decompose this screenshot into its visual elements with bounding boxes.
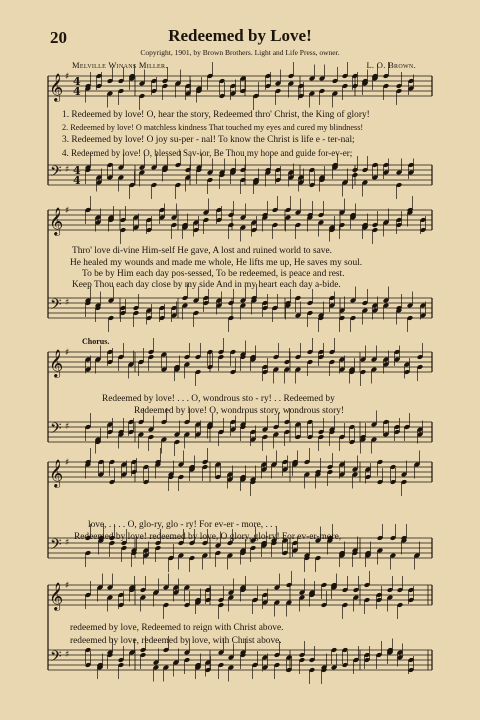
verse-4-line-2: Keep Thou each day close by my side And in my heart each day a-bide. <box>72 280 341 290</box>
key-signature-sharp: ♯ <box>65 165 70 175</box>
chorus-lyric-5: redeemed by love, Redeemed to reign with Christ above. <box>70 623 284 633</box>
bass-clef: 𝄢 <box>50 536 62 557</box>
key-signature-sharp: ♯ <box>65 422 70 432</box>
verse-2-line-1: 2. Redeemed by love! O matchless kindness That touched my eyes and cured my blindness! <box>62 123 364 132</box>
chorus-lyric-1: Redeemed by love! . . . O, wondrous sto - ry! . . Redeemed by <box>102 394 335 404</box>
chorus-lyric-6: redeemed by love, redeemed by love, with Christ above. <box>70 636 282 646</box>
lyricist-credit: Melville Winans Miller. <box>72 60 168 70</box>
verse-3-line-2: To be by Him each day pos-sessed, To be redeemed, is peace and rest. <box>82 269 345 279</box>
treble-clef: 𝄞 <box>49 582 64 610</box>
bass-clef: 𝄢 <box>50 163 62 184</box>
time-signature: 4 <box>73 174 81 187</box>
key-signature-sharp: ♯ <box>65 72 70 82</box>
chorus-lyric-3: love, . . . . O, glo-ry, glo - ry! For ev-er - more, . . . <box>88 520 278 530</box>
verse-4-line-1: 4. Redeemed by love! O, blessed Sav-ior, Be Thou my hope and guide for-ev-er; <box>62 148 353 158</box>
bass-clef: 𝄢 <box>50 420 62 441</box>
clefs <box>49 72 81 669</box>
time-signature: 4 <box>73 85 81 98</box>
treble-clef: 𝄞 <box>49 207 64 235</box>
key-signature-sharp: ♯ <box>65 348 70 358</box>
key-signature-sharp: ♯ <box>65 650 70 660</box>
composer-credit: L. O. Brown. <box>366 60 416 70</box>
chorus-lyric-4: Redeemed by love! redeemed by love, O glory, glo-ry! For ev-er-more, <box>74 532 342 542</box>
key-signature-sharp: ♯ <box>65 581 70 591</box>
key-signature-sharp: ♯ <box>65 538 70 548</box>
key-signature-sharp: ♯ <box>65 298 70 308</box>
verse-2-line-2: He healed my wounds and made me whole, He lifts me up, He saves my soul. <box>70 258 363 268</box>
verse-3-line-1: 3. Redeemed by love! O joy su-per - nal! To know the Christ is life e - ter-nal; <box>62 135 355 145</box>
page-number: 20 <box>50 28 67 47</box>
treble-clef: 𝄞 <box>49 349 64 377</box>
key-signature-sharp: ♯ <box>65 206 70 216</box>
time-signature: 4 <box>73 164 81 177</box>
time-signature: 4 <box>73 75 81 88</box>
treble-clef: 𝄞 <box>49 459 64 487</box>
chorus-label: Chorus. <box>82 337 110 346</box>
chorus-lyric-2: Redeemed by love! O, wondrous story, wondrous story! <box>134 406 345 416</box>
bass-clef: 𝄢 <box>50 296 62 317</box>
hymn-title: Redeemed by Love! <box>168 26 312 45</box>
verse-1-line-1: 1. Redeemed by love! O, hear the story, Redeemed thro' Christ, the King of glory! <box>62 110 370 120</box>
key-signature-sharp: ♯ <box>65 458 70 468</box>
treble-clef: 𝄞 <box>49 73 64 101</box>
verse-1-line-2: Thro' love di-vine Him-self He gave, A lost and ruined world to save. <box>72 246 332 256</box>
copyright-line: Copyright, 1901, by Brown Brothers. Light and Life Press, owner. <box>140 48 340 57</box>
bass-clef: 𝄢 <box>50 648 62 669</box>
